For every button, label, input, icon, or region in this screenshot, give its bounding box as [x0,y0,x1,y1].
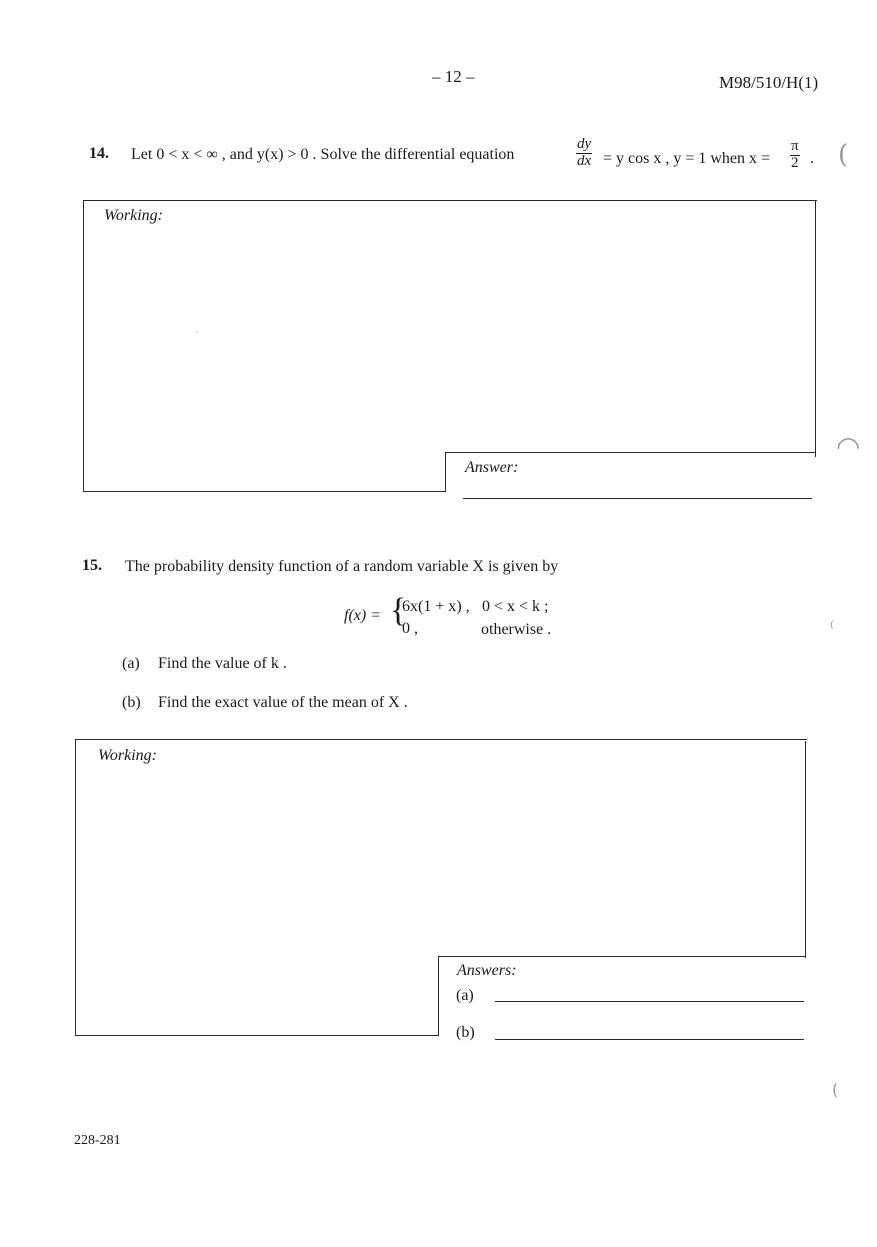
scan-mark: ( [838,140,849,170]
question-15-working-label: Working: [98,747,157,764]
question-15-number: 15. [82,557,102,574]
part-a-label: (a) [122,655,140,672]
fraction-denominator: dx [577,152,592,169]
answer-a-line[interactable] [495,1001,804,1002]
scan-mark: ( [830,620,834,631]
question-14-period: . [810,150,814,167]
answer-b-label: (b) [456,1024,475,1041]
piecewise-case-2-cond: otherwise . [481,621,552,638]
scan-blob: ◠ [836,430,861,463]
question-14-text-end: = y cos x , y = 1 when x = [603,150,771,167]
piecewise-fx-label: f(x) = [344,607,381,624]
question-14-number: 14. [89,145,109,162]
piecewise-case-1-expr: 6x(1 + x) , [402,598,470,615]
part-b-text: Find the exact value of the mean of X . [158,694,408,711]
question-14-text-start: Let 0 < x < ∞ , and y(x) > 0 . Solve the differential equation [131,146,515,163]
part-a-text: Find the value of k . [158,655,287,672]
pi-denominator: 2 [791,154,799,171]
paper-code: M98/510/H(1) [719,73,819,92]
scan-mark: ( [832,1080,839,1099]
answer-a-label: (a) [456,987,474,1004]
fraction-numerator: dy [577,136,592,152]
question-14-working-label: Working: [104,207,163,224]
piecewise-case-1-cond: 0 < x < k ; [482,598,549,615]
answer-b-line[interactable] [495,1039,804,1040]
footer-code: 228-281 [74,1133,121,1148]
part-b-label: (b) [122,694,141,711]
piecewise-case-2-expr: 0 , [402,620,418,637]
dy-dx-fraction [576,137,592,170]
question-15-intro: The probability density function of a random variable X is given by [125,558,559,575]
question-14-answer-label: Answer: [465,459,519,476]
page-number: – 12 – [432,67,475,86]
pi-numerator: π [791,138,799,154]
pi-over-2-fraction [790,139,800,172]
scan-dot: ' [196,330,199,339]
piecewise-brace: { [390,592,407,629]
question-15-answers-label: Answers: [457,962,517,979]
question-14-answer-line[interactable] [463,498,812,499]
